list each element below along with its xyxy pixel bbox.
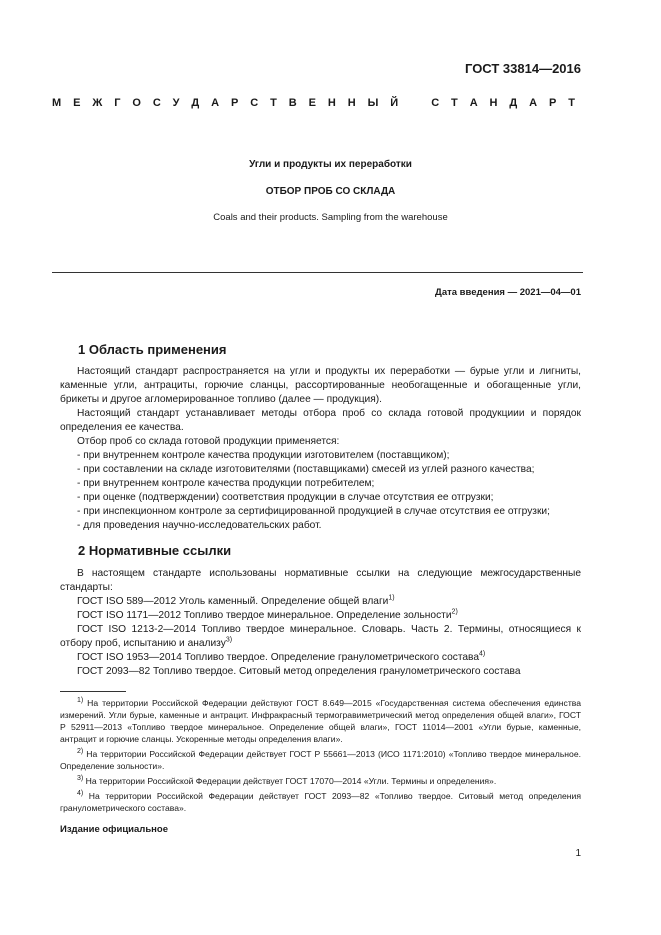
label-letter: Г — [114, 97, 121, 109]
normative-reference: ГОСТ ISO 589—2012 Уголь каменный. Определение общей влаги$^{1)}$ — [77, 594, 395, 607]
footnote: $^{4)}$ На территории Российской Федерации действует ГОСТ 2093—82 «Топливо твердое. Ситовый метод определения гранулометрического состава». — [60, 790, 581, 813]
label-letter: Е — [308, 97, 316, 109]
label-letter: Н — [347, 97, 356, 109]
label-letter: С — [250, 97, 259, 109]
section-2-body — [60, 567, 581, 679]
label-letter: У — [172, 97, 180, 109]
introduction-date: Дата введения — 2021—04—01 — [435, 287, 581, 298]
label-letter: Р — [549, 97, 557, 109]
label-letter: Н — [327, 97, 336, 109]
label-letter: С — [152, 97, 161, 109]
section-2-heading: 2 Нормативные ссылки — [78, 543, 232, 558]
label-letter: Й — [390, 97, 399, 109]
label-letter: М — [52, 97, 62, 109]
footnote-divider — [60, 691, 126, 692]
list-item: - при инспекционном контроле за сертифицированной продукцией в случае отсутствия ее отгрузки; — [77, 506, 550, 517]
section-1-heading: 1 Область применения — [78, 342, 227, 357]
page-number: 1 — [575, 848, 581, 859]
list-item: - для проведения научно-исследовательских работ. — [77, 520, 322, 531]
label-letter: В — [288, 97, 297, 109]
label-letter: Н — [489, 97, 498, 109]
title-line-1: Угли и продукты их переработки — [249, 159, 412, 170]
english-title: Coals and their products. Sampling from the warehouse — [213, 212, 448, 223]
label-letter: Ы — [367, 97, 379, 109]
label-letter: О — [132, 97, 141, 109]
section-1-paragraph: Настоящий стандарт устанавливает методы отбора проб со склада готовой продукциии и порядок определения ее качества. — [60, 408, 581, 433]
label-gap — [410, 97, 419, 109]
list-item: - при внутреннем контроле качества продукции потребителем; — [77, 478, 375, 489]
footnote: $^{2)}$ На территории Российской Федерации действует ГОСТ Р 55661—2013 (ИСО 1171:2010) «Топливо твердое минеральное. Определение зольности». — [60, 748, 581, 771]
label-letter: Т — [451, 97, 458, 109]
document-title: ОТБОР ПРОБ СО СКЛАДА — [265, 186, 396, 197]
list-item: - при оценке (подтверждении) соответствия продукции в случае отсутствия ее отгрузки; — [77, 492, 494, 503]
label-letter: Т — [270, 97, 277, 109]
interstate-standard-label — [52, 97, 575, 109]
label-letter: Р — [231, 97, 239, 109]
normative-reference: ГОСТ ISO 1213-2—2014 Топливо твердое минеральное. Словарь. Часть 2. Термины, относящиеся к отбору проб, испытанию и анализу$^{3)}$ — [60, 624, 581, 649]
title-divider — [52, 272, 583, 273]
label-letter: С — [431, 97, 440, 109]
label-letter: Д — [509, 97, 518, 109]
normative-reference: ГОСТ 2093—82 Топливо твердое. Ситовый метод определения гранулометрического состава — [77, 666, 521, 677]
normative-reference: ГОСТ ISO 1953—2014 Топливо твердое. Определение гранулометрического состава$^{4)}$ — [77, 650, 486, 663]
section-1-paragraph: Отбор проб со склада готовой продукции применяется: — [77, 436, 340, 447]
section-1-paragraph: Настоящий стандарт распространяется на угли и продукты их переработки — бурые угли и лигниты, каменные угли, антрациты, горючие сланцы, рассортированные необогащенные и обогащенные угли, брикеты и другое агломерированное топливо (далее — продукция). — [60, 366, 581, 405]
footnotes — [60, 697, 581, 817]
label-letter: Е — [73, 97, 81, 109]
standard-code: ГОСТ 33814—2016 — [465, 61, 581, 76]
section-2-intro: В настоящем стандарте использованы нормативные ссылки на следующие межгосударственные стандарты: — [60, 568, 581, 593]
label-letter: Д — [191, 97, 200, 109]
label-letter: А — [211, 97, 220, 109]
list-item: - при внутреннем контроле качества продукции изготовителем (поставщиком); — [77, 450, 450, 461]
normative-reference: ГОСТ ISO 1171—2012 Топливо твердое минеральное. Определение зольности$^{2)}$ — [77, 608, 458, 621]
label-letter: Ж — [92, 97, 103, 109]
section-1-body — [60, 365, 581, 533]
label-letter: А — [529, 97, 538, 109]
label-letter: Т — [568, 97, 575, 109]
official-edition-label: Издание официальное — [60, 824, 168, 835]
label-letter: А — [469, 97, 478, 109]
footnote: $^{3)}$ На территории Российской Федерации действует ГОСТ 17070—2014 «Угли. Термины и определения». — [77, 775, 497, 786]
list-item: - при составлении на складе изготовителями (поставщиками) смесей из углей разного качества; — [77, 464, 535, 475]
footnote: $^{1)}$ На территории Российской Федерации действуют ГОСТ 8.649—2015 «Государственная система обеспечения единства измерений. Угли бурые, каменные и антрацит. Инфракрасный термогравиметрический метод определения общей влаги», ГОСТ Р 52911—2013 «Топливо твердое минеральное. Определение общей влаги», ГОСТ 11014—2001 «Угли бурые, каменные, антрацит и горючие сланцы. Ускоренные методы определения влаги». — [60, 697, 581, 744]
